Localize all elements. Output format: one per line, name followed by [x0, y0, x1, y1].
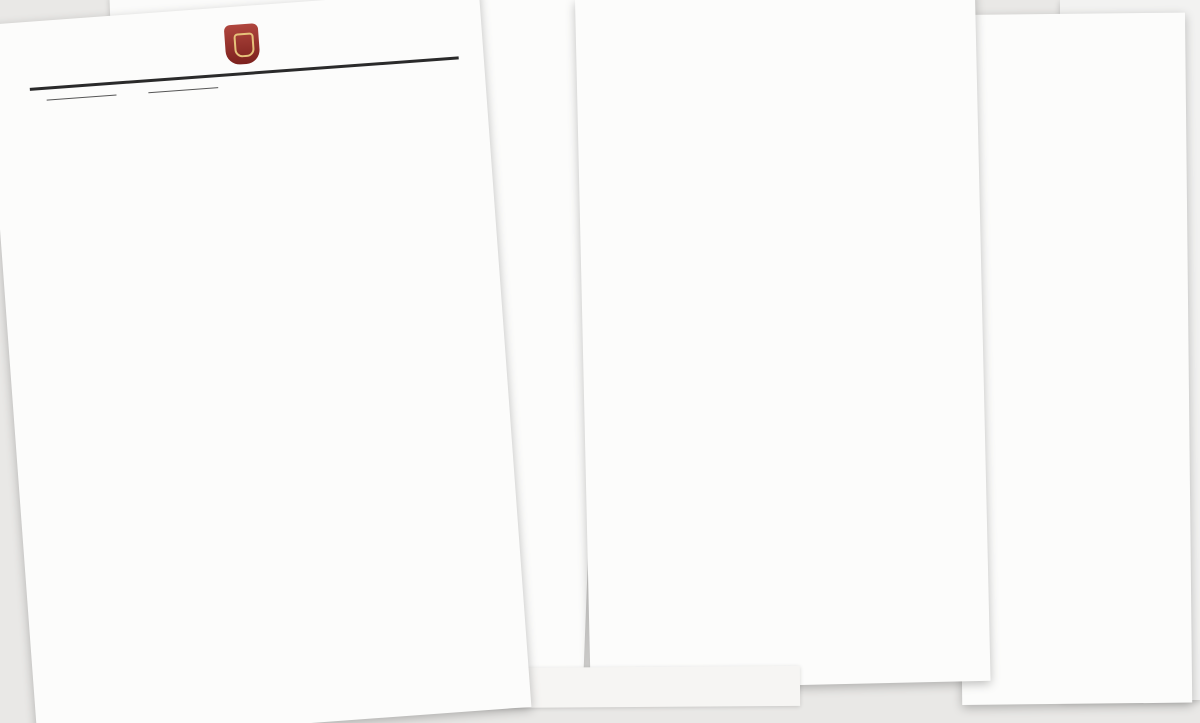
addressee-line: [261, 84, 460, 99]
right-table-sheet: [955, 13, 1192, 705]
body-paragraph: [34, 110, 463, 141]
address-line: [261, 84, 460, 99]
addressee-line: [261, 84, 460, 99]
greeting: [34, 110, 463, 141]
body-paragraph: [34, 110, 463, 141]
address-line: [261, 84, 460, 99]
addressee-line: [261, 84, 460, 99]
addressee-line: [261, 84, 460, 99]
letter-body: [34, 110, 463, 141]
table-sheet: [575, 0, 991, 690]
subject-line: [34, 110, 463, 141]
subject-line: [34, 110, 463, 141]
right-table-grid: [955, 13, 1192, 705]
front-letter-page: [0, 0, 531, 723]
coat-of-arms-emblem: [224, 23, 261, 65]
data-table: [581, 0, 984, 682]
addressee-block: [261, 84, 460, 99]
letter-subject: [34, 110, 463, 141]
